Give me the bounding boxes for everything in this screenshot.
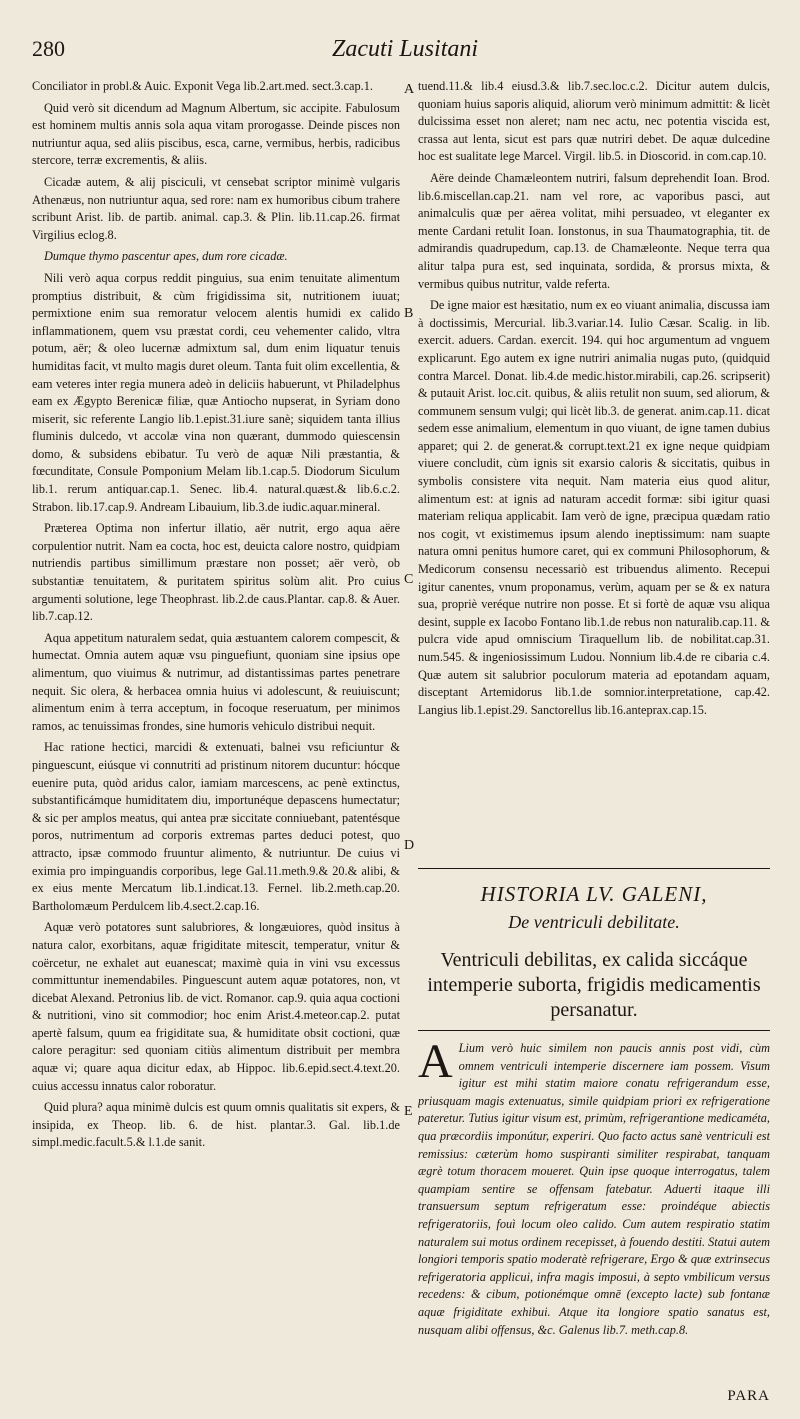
margin-letter-e: E (404, 1104, 413, 1119)
paragraph: Præterea Optima non infertur illatio, aër nutrit, ergo aqua aëre corpulentior nutrit. Nam ea cocta, hoc est, deuicta calore nostro, quidpiam nutriendis partibus simillimum præstare non posset; aër verò, ob substantiæ tenuitatem, & puritatem spiritus solùm alit. Pro cuius argumenti solutione, lege Theophrast. lib.2.de caus.Plantar. cap.8. & Auer. lib.7.cap.12. (32, 521, 400, 624)
heading-rule (418, 1030, 770, 1031)
drop-cap: A (418, 1040, 453, 1088)
verse-quote: Dumque thymo pascentur apes, dum rore cicadæ. (44, 249, 288, 264)
right-column-text (418, 78, 770, 838)
paragraph: Hac ratione hectici, marcidi & extenuati, balnei vsu reficiuntur & pinguescunt, eiúsque vi connutriti ad pristinum nitorem ducuntur: hócque euenire puta, quòd aridus calor, iamiam marcescens, ac penè extinctus, substantificámque humiditatem diu, importunéque depascens humectatur; & sic per amplos meatus, qui antea præ siccitate conniuebant, patentésque poros, nutrimentum ad corporis extremas partes deduci potest, quo attracto, ipsæ commodo fruuntur alimento, & nutriuntur. De cuius vi eximia pro impinguandis corporibus, lege Gal.11.meth.9.& 20.& alibi, & ex eius mente Mercatum lib.1.indicat.13. Fernel. lib.2.meth.cap.20. Bartholomæum Perdulcem lib.4.sect.2.cap.16. (32, 740, 400, 913)
page-header (32, 36, 772, 70)
margin-letter-d: D (404, 838, 415, 853)
paragraph: tuend.11.& lib.4 eiusd.3.& lib.7.sec.loc.c.2. Dicitur autem dulcis, quoniam huius saporis aliquid, aliorum verò minimum admittit: & licèt dulcissima esset non aleret; nam nec actu, nec potentia viscida est, crassa aut lenta, sicut est pars quæ nutriri debet. De aquæ dulcedine hoc est sualitate lege Marcel. Virgil. lib.5. in Dioscorid. in com.cap.10. (418, 79, 770, 164)
paragraph: Cicadæ autem, & alij pisciculi, vt censebat scriptor minimè vulgaris Athenæus, non nutriuntur aqua, sed rore: nam ex humoribus cibum trahere scribunt Arist. lib. de partib. animal. cap.3. & Plin. lib.11.cap.26. firmat Virgilius eclog.8. (32, 174, 400, 242)
paragraph: De igne maior est hæsitatio, num ex eo viuant animalia, discussa iam à doctissimis, Mercurial. lib.3.variar.14. Iulio Cæsar. Scalig. in lib. exercit. aduers. Cardan. exercit. 194. qui hoc argumentum ad vnguem explicarunt. Ego autem ex igne nutriri animalia nugas puto, (quidquid contra Marcel. Donat. lib.4.de medic.histor.mirabili, cap.26. scripserit) & putauit Arist. loc.cit. quibus, & aliis retulit non suum, sed aliorum, & communem sensum vulgi; qui licèt lib.3. de generat. anim.cap.11. dicat sedem esse animalium, elementum in quo viuant, de igne tamen dubius apparet; qui 2. de generat.& corrupt.text.21 ex igne neque quidpiam viuere concludit, cùm ignis sit exarsio caloris & siccitatis, quibus in symbolis consistere vita nequit. Nam materia eius quod alitur, alimentum est: at ignis ad naturam accedit formæ: sibi igitur quasi materiam reliqua applicabit. Iam verò de igne, præcipua quædam ratio nos cogit, vt existimemus ipsum alendo ineptissimum: nam suapte natura omni penitus humore caret, qui ex communi Philosophorum, & Medicorum consensu necessariò est tribuendus alimento. Recepui igitur canentes, vnum proponamus, verùm, aquam per se & ex natura sua, propriè veréque nutrire non posse. Et si fortè de aquæ vsu aliqua desint, supple ex Iacobo Fontano lib.1.de rebus non naturalib.cap.11. & pulcra vide apud omniscium Tiraquellum lib. de nobilitat.cap.31. num.545. & ingeniosissimum Ludou. Nonnium lib.4.de re cibaria c.4. Quæ autem sit salubrior poculorum materia ad epotandam aquam, disceptant Artemidorus lib.1.de somnior.interpretatione, cap.42. Langius lib.1.epist.29. Sanctorellus lib.16.anteprax.cap.15. (418, 298, 770, 717)
margin-letter-c: C (404, 572, 414, 587)
history-heading: Ventriculi debilitas, ex calida siccáque intemperie suborta, frigidis medicamentis persanatur. (427, 949, 761, 1021)
history-text: Lium verò huic similem non paucis annis post vidi, cùm omnem ventriculi intemperie discernere iam possem. Visum igitur est mihi statim maiore conatu refrigerandum esse, priusquam magis extenuatus, simile quidpiam priori ex refrigeratione pateretur. Tutius igitur visum est, primùm, refrigerantione medicaméta, qua præcordiis imponútur, experiri. Quo facto actus sanè ventriculi est remissius: cæterùm homo suspiranti similiter respirabat, tanquam ægrè totum thoracem moueret. Quin ipse quoque interrogatus, talem quampiam sentire se offensam fatebatur. Aduerti itaque illi transuersum septum refrigeratum esse: proindéque abiectis refrigeratoriis, fouì locum oleo calido. Cum autem respiratio statim naturalem sui motus ordinem recepisset, à fouendo destiti. Statui autem longiori temporis spatio moderatè refrigerare, Ergo & quæ extrinsecus refrigeratoria applicui, infra magis imposui, à septo vmbilicum versus recedens: & cibum, potionémque omnē (excepto lacte) sub fontanæ aquæ frigiditate exhibui. Atque ita longiore spatio sanatus est, nusquam alibi offensus, &c. Galenus lib.7. meth.cap.8. (418, 1041, 770, 1337)
history-title: HISTORIA LV. GALENI, (480, 882, 708, 906)
paragraph: Aquæ verò potatores sunt salubriores, & longæuiores, quòd insitus à natura calor, exorbitans, aquæ frigiditate mitescit, temperatur, vnitur & coërcetur, ne exhalet aut euanescat; maximè quia in vini vsu excessus committuntur inemendabiles. Pinguescunt autem aquæ potatores, non, vt dicebat Alexand. Petronius lib. de vict. Romanor. cap.9. quia aqua coctioni & nutritioni, vino sit commodior; hoc enim Arist.4.meteor.cap.2. putat apertè falsum, quum ea frigiditate sua, & humiditate obsit coctioni, quæ calore peragitur: sed quoniam citiùs alimentum distribuit per membra aquæ vi; quare aqua dicitur edax, ab Hippoc. lib.6.epid.sect.4.text.20. cuius accessu innatus calor roboratur. (32, 920, 400, 1093)
paragraph: Aqua appetitum naturalem sedat, quia æstuantem calorem compescit, & humectat. Omnia autem aquæ vsu pinguefiunt, quoniam sine ipsius ope alimentum, quo viuimus & nutrimur, ad distantissimas partes penetrare nequit. Sic olera, & herbacea omnia huius vi adolescunt, & reuiuiscunt; alimentum enim à terra acceptum, in focoque reseruatum, per minimos ramos, ac tenuissimas frondes, sine humoris vehiculo distribui nequit. (32, 630, 400, 733)
paragraph: Quid verò sit dicendum ad Magnum Albertum, sic accipite. Fabulosum est hominem multis annis sola aqua vitam prorogasse. Deinde pisces non nutriuntur aqua, sed aliis piscibus, esca, carne, vermibus, herbis, radicibus stercore, terræ excrementis, & aliis. (32, 100, 400, 168)
catchword: PARA (727, 1388, 770, 1404)
history-body (418, 1040, 770, 1365)
margin-letter-b: B (404, 306, 414, 321)
margin-letter-a: A (404, 82, 415, 97)
paragraph: Aëre deinde Chamæleontem nutriri, falsum deprehendit Ioan. Brod. lib.6.miscellan.cap.21. nam vel rore, ac vaporibus pasci, aut animalculis quæ per aërea volitat, mihi persuadeo, vt eleganter ex mente Cardani retulit Ioan. Ionstonus, in sua Thaumatographia, tit. de admirandis quadrupedum, cap.13. de Chamæleonte. Neque terra qua alitur talpa pura est, sed inquinata, sordida, & prorsus mixta, & vermibus quibus nutritur, valde referta. (418, 170, 770, 291)
paragraph: Conciliator in probl.& Auic. Exponit Vega lib.2.art.med. sect.3.cap.1. (32, 79, 373, 93)
history-subtitle: De ventriculi debilitate. (508, 912, 680, 932)
running-title: Zacuti Lusitani (332, 36, 479, 62)
left-column (32, 78, 400, 1360)
paragraph: Nili verò aqua corpus reddit pinguius, sua enim tenuitate alimentum promptius distribuit, & cùm frigidissima sit, nutritionem iuuat; permixtione enim sua remoratur velocem alentis humidi ex calido inflammationem, quem vsu præstat cordi, ceu vehementer calido, vltra potum, aër; & oleo lucernæ admixtum sal, dum enim liquatur tenuis humiditas facit, vt multo magis duret oleum. Tanta fuit olim excellentia, & eam veteres inter regia munera adeò in deliciis habuerunt, vt Philadelphus eam ex Ægypto Berenicæ filiæ, quæ Antiocho nupserat, in Syriam dono miserit, sic referente Langio lib.1.epist.31.iure sanè; siquidem tanta illius fluminis dulcedo, vt accolæ vina non quærant, dummodo quiescensin domo, & subsidens ebibatur. Tu verò de aquæ Nili præstantia, & fœcunditate, Consule Pomponium Melam lib.1.cap.5. Diodorum Siculum lib.1. rerum antiquar.cap.1. Senec. lib.4. natural.quæst.& lib.6.c.2. Strabon. lib.17.cap.9. Andream Libauium, lib.3.de iudic.aquar.mineral. (32, 270, 400, 514)
section-rule (418, 868, 770, 869)
page-number: 280 (32, 36, 65, 61)
paragraph: Quid plura? aqua minimè dulcis est quum omnis qualitatis sit expers, & insipida, ex Theop. lib. 6. de hist. plantar.3. Gal. lib.1.de simpl.medic.facult.5.& l.1.de sanit. (32, 1100, 400, 1150)
